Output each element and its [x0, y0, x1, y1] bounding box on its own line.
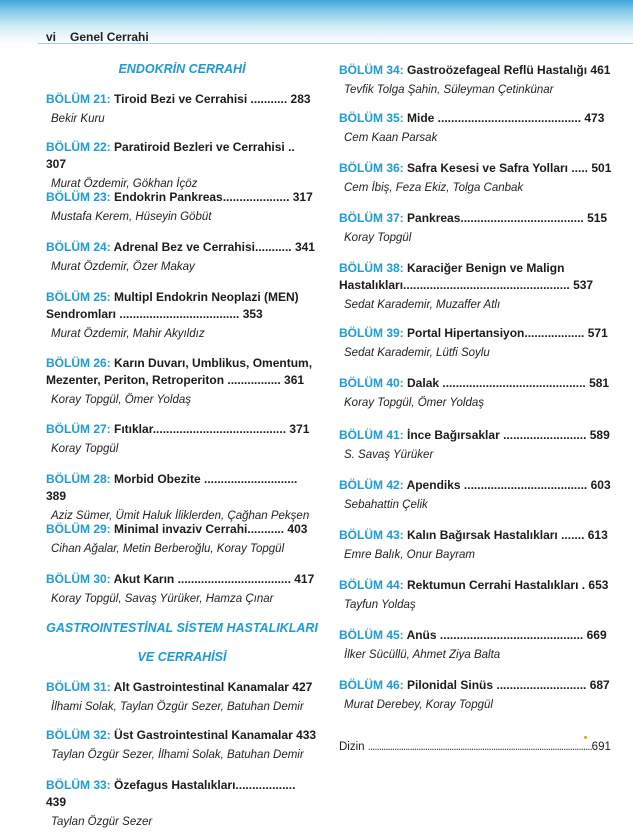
toc-entry[interactable]: BÖLÜM 24: Adrenal Bez ve Cerrahisi........... 341 Murat Özdemir, Özer Makay	[46, 239, 318, 276]
toc-entry[interactable]: BÖLÜM 37: Pankreas..................................... 515 Koray Topgül	[339, 210, 613, 247]
chapter-authors: Koray Topgül, Ömer Yoldaş	[344, 397, 484, 409]
chapter-authors: Mustafa Kerem, Hüseyin Göbüt	[51, 211, 212, 223]
chapter-authors: İlhami Solak, Taylan Özgür Sezer, Batuhan Demir	[51, 701, 304, 713]
toc-entry[interactable]: BÖLÜM 27: Fıtıklar........................................ 371 Koray Topgül	[46, 421, 318, 458]
chapter-authors: Tevfik Tolga Şahin, Süleyman Çetinkünar	[344, 84, 554, 96]
toc-entry[interactable]: BÖLÜM 44: Rektumun Cerrahi Hastalıkları . 653 Tayfun Yoldaş	[339, 577, 613, 614]
chapter-authors: Aziz Sümer, Ümit Haluk İliklerden, Çağhan Pekşen	[51, 510, 310, 522]
toc-entry[interactable]: BÖLÜM 41: İnce Bağırsaklar ......................... 589 S. Savaş Yürüker	[339, 427, 613, 464]
chapter-authors: Cem İbiş, Feza Ekiz, Tolga Canbak	[344, 182, 524, 194]
chapter-authors: Sedat Karademir, Muzaffer Atlı	[344, 299, 501, 311]
chapter-authors: Emre Balık, Onur Bayram	[344, 549, 476, 561]
decorative-dot	[584, 736, 587, 739]
chapter-authors: Koray Topgül	[51, 443, 119, 455]
toc-entry[interactable]: BÖLÜM 32: Üst Gastrointestinal Kanamalar 433 Taylan Özgür Sezer, İlhami Solak, Batuhan Demir	[46, 727, 318, 764]
toc-entry[interactable]: BÖLÜM 40: Dalak ........................................... 581 Koray Topgül, Ömer Yoldaş	[339, 375, 613, 412]
toc-entry[interactable]: BÖLÜM 38: Karaciğer Benign ve Malign Hastalıkları.................................................. 537 Sedat Karademir, Muzaffer Atlı	[339, 260, 613, 314]
toc-entry[interactable]: BÖLÜM 39: Portal Hipertansiyon.................. 571 Sedat Karademir, Lütfi Soylu	[339, 325, 613, 362]
chapter-authors: S. Savaş Yürüker	[344, 449, 434, 461]
toc-entry[interactable]: BÖLÜM 28: Morbid Obezite ............................ 389 Aziz Sümer, Ümit Haluk İliklerden, Çağhan Pekşen	[46, 471, 318, 525]
toc-entry[interactable]: BÖLÜM 30: Akut Karın .................................. 417 Koray Topgül, Savaş Yürüker, Hamza Çınar	[46, 571, 318, 608]
chapter-authors: Murat Özdemir, Mahir Akyıldız	[51, 328, 205, 340]
chapter-authors: Koray Topgül, Ömer Yoldaş	[51, 394, 191, 406]
toc-index-entry[interactable]: Dizin ......................................................................................................691	[339, 741, 611, 753]
section-heading-gi-line1: GASTROINTESTİNAL SİSTEM HASTALIKLARI	[46, 621, 318, 635]
book-title: Genel Cerrahi	[70, 30, 149, 44]
chapter-authors: Taylan Özgür Sezer	[51, 816, 153, 828]
toc-entry[interactable]: BÖLÜM 36: Safra Kesesi ve Safra Yolları ..... 501 Cem İbiş, Feza Ekiz, Tolga Canbak	[339, 160, 613, 197]
toc-entry[interactable]: BÖLÜM 29: Minimal invaziv Cerrahi........... 403 Cihan Ağalar, Metin Berberoğlu, Koray Topgül	[46, 521, 318, 558]
chapter-authors: Koray Topgül	[344, 232, 412, 244]
chapter-authors: Taylan Özgür Sezer, İlhami Solak, Batuhan Demir	[51, 749, 304, 761]
section-heading-endocrine: ENDOKRİN CERRAHİ	[118, 62, 246, 76]
running-header	[46, 30, 149, 44]
toc-entry[interactable]: BÖLÜM 43: Kalın Bağırsak Hastalıkları ....... 613 Emre Balık, Onur Bayram	[339, 527, 613, 564]
toc-entry[interactable]: BÖLÜM 46: Pilonidal Sinüs ........................... 687 Murat Derebey, Koray Topgül	[339, 677, 613, 714]
toc-entry[interactable]: BÖLÜM 21: Tiroid Bezi ve Cerrahisi ........... 283 Bekir Kuru	[46, 91, 318, 128]
chapter-authors: Bekir Kuru	[51, 113, 105, 125]
chapter-authors: Cem Kaan Parsak	[344, 132, 438, 144]
toc-entry[interactable]: BÖLÜM 26: Karın Duvarı, Umblikus, Omentum, Mezenter, Periton, Retroperiton ................ 361 Koray Topgül, Ömer Yoldaş	[46, 355, 318, 409]
toc-entry[interactable]: BÖLÜM 31: Alt Gastrointestinal Kanamalar 427 İlhami Solak, Taylan Özgür Sezer, Batuhan Demir	[46, 679, 318, 716]
chapter-authors: Koray Topgül, Savaş Yürüker, Hamza Çınar	[51, 593, 274, 605]
toc-entry[interactable]: BÖLÜM 22: Paratiroid Bezleri ve Cerrahisi .. 307 Murat Özdemir, Gökhan İçöz	[46, 139, 318, 193]
toc-entry[interactable]: BÖLÜM 42: Apendiks ..................................... 603 Sebahattin Çelik	[339, 477, 613, 514]
toc-entry[interactable]: BÖLÜM 23: Endokrin Pankreas.................... 317 Mustafa Kerem, Hüseyin Göbüt	[46, 189, 318, 226]
toc-entry[interactable]: BÖLÜM 33: Özefagus Hastalıkları.................. 439 Taylan Özgür Sezer	[46, 777, 318, 831]
chapter-authors: Murat Özdemir, Gökhan İçöz	[51, 178, 198, 190]
toc-entry[interactable]: BÖLÜM 25: Multipl Endokrin Neoplazi (MEN) Sendromları .................................... 353 Murat Özdemir, Mahir Akyıldız	[46, 289, 318, 343]
chapter-authors: Cihan Ağalar, Metin Berberoğlu, Koray Topgül	[51, 543, 285, 555]
chapter-authors: Sedat Karademir, Lütfi Soylu	[344, 347, 490, 359]
chapter-authors: Sebahattin Çelik	[344, 499, 428, 511]
chapter-authors: Murat Derebey, Koray Topgül	[344, 699, 493, 711]
chapter-authors: Tayfun Yoldaş	[344, 599, 416, 611]
toc-entry[interactable]: BÖLÜM 35: Mide ........................................... 473 Cem Kaan Parsak	[339, 110, 613, 147]
toc-entry[interactable]: BÖLÜM 45: Anüs ........................................... 669 İlker Sücüllü, Ahmet Ziya Balta	[339, 627, 613, 664]
toc-entry[interactable]: BÖLÜM 34: Gastroözefageal Reflü Hastalığı 461 Tevfik Tolga Şahin, Süleyman Çetinkünar	[339, 62, 613, 99]
section-heading-gi-line2: VE CERRAHİSİ	[137, 650, 227, 664]
chapter-authors: Murat Özdemir, Özer Makay	[51, 261, 195, 273]
page-number: vi	[46, 30, 57, 44]
chapter-authors: İlker Sücüllü, Ahmet Ziya Balta	[344, 649, 501, 661]
